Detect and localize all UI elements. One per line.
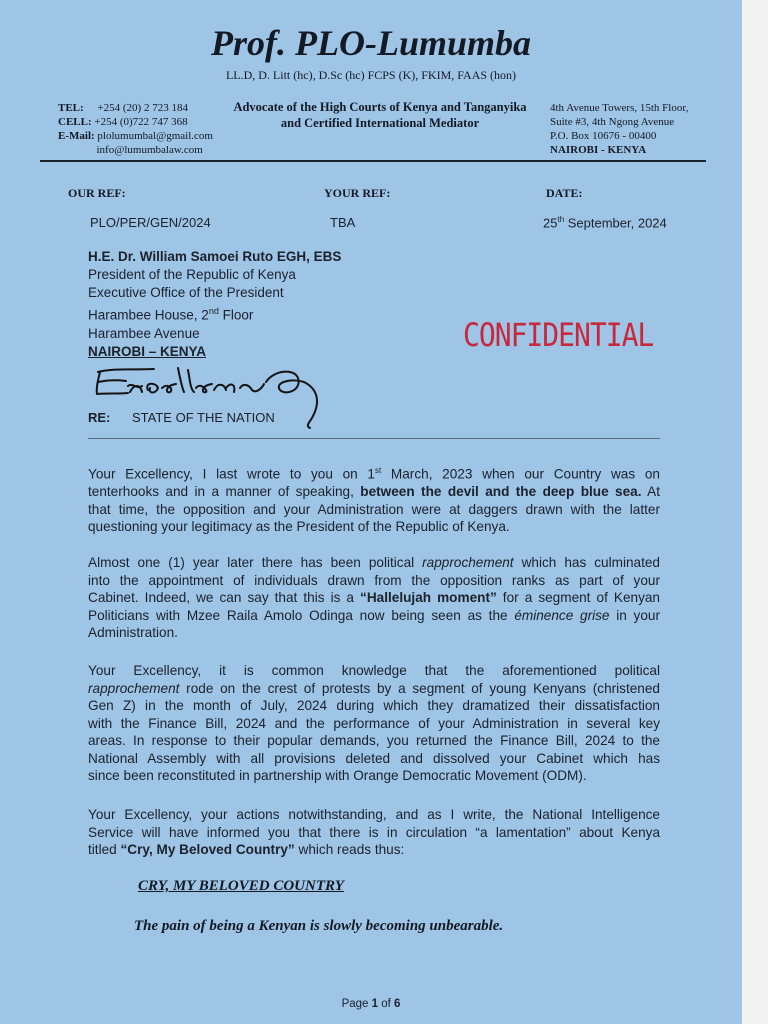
p2-line-4: [88, 607, 660, 625]
page-of: of: [378, 998, 395, 1010]
p1-l2a: tenterhooks and in a manner of speaking,: [88, 484, 361, 500]
p3-line-1: Your Excellency, it is common knowledge that the aforementioned political: [88, 663, 660, 678]
p1-line-1: [88, 462, 660, 483]
tel-label: TEL:: [58, 102, 84, 114]
addressee-title: President of the Republic of Kenya: [88, 267, 296, 282]
addressee-city: NAIROBI – KENYA: [88, 343, 207, 359]
date-rest: September, 2024: [564, 215, 667, 231]
address-line-2: Suite #3, 4th Ngong Avenue: [550, 116, 675, 128]
p1-line-2: [88, 483, 660, 501]
p2-l3b: for a segment of Kenyan: [496, 590, 660, 605]
p2-l1b: which has culminated: [513, 555, 660, 570]
date-day: 25: [543, 215, 558, 231]
tel-value: +254 (20) 2 723 184: [97, 102, 188, 114]
addressee-office: Executive Office of the President: [88, 285, 284, 300]
addressee-name: H.E. Dr. William Samoei Ruto EGH, EBS: [88, 249, 342, 264]
date-label: DATE:: [546, 186, 583, 200]
cell-label: CELL:: [58, 116, 92, 128]
addressee-building: [88, 302, 341, 325]
p2-l3a: Cabinet. Indeed, we can say that this is a: [88, 590, 361, 605]
p3-line-7: since been reconstituted in partnership with Orange Democratic Movement (ODM).: [88, 768, 587, 783]
p4-l3bold: “Cry, My Beloved Country”: [120, 842, 295, 857]
p4-line-2: Service will have informed you that there is in circulation “a lamentation” about Kenya: [88, 824, 660, 840]
letterhead-name: Prof. PLO-Lumumba: [211, 23, 531, 63]
subject-divider: [88, 438, 660, 439]
date-suffix: th: [557, 215, 565, 224]
p2-line-3: [88, 589, 660, 607]
our-ref-value: PLO/PER/GEN/2024: [90, 215, 211, 230]
your-ref-value: TBA: [330, 215, 356, 230]
letterhead-divider: [40, 160, 706, 162]
re-label: RE:: [88, 410, 111, 425]
re-subject: STATE OF THE NATION: [132, 410, 275, 425]
email-value-2: info@lumumbalaw.com: [96, 144, 203, 156]
advocate-line-1: Advocate of the High Courts of Kenya and Tanganyika: [233, 100, 527, 114]
p1-l2bold: between the devil and the deep blue sea.: [360, 484, 642, 500]
p2-l4b: in your: [609, 607, 660, 623]
p1-l2b: At: [641, 484, 660, 500]
addressee-building-b: Floor: [218, 307, 254, 323]
p2-l4it: éminence grise: [514, 607, 610, 623]
p1-l1b: March, 2023 when our Country was on: [381, 466, 660, 482]
addressee-building-sup: nd: [208, 306, 219, 316]
p3-line-4: with the Finance Bill, 2024 and the performance of your Administration in several key: [88, 715, 660, 731]
p1-l1sup: st: [374, 466, 382, 475]
p3-l2b: rode on the crest of protests by a segment of young Kenyans (christened: [179, 680, 660, 696]
p2-l1it: rapprochement: [422, 555, 514, 570]
p2-l1a: Almost one (1) year later there has been political: [88, 555, 423, 570]
p1-line-4: questioning your legitimacy as the President of the Republic of Kenya.: [88, 519, 510, 535]
p3-line-3: Gen Z) in the month of July, 2024 during which they dramatized their dissatisfaction: [88, 698, 660, 713]
email-label: E-Mail:: [58, 130, 95, 142]
page-prefix: Page: [341, 998, 372, 1010]
letterhead-qualifications: LL.D, D. Litt (hc), D.Sc (hc) FCPS (K), FKIM, FAAS (hon): [225, 68, 517, 82]
paragraph-1: [88, 462, 660, 536]
our-ref-label: OUR REF:: [68, 186, 126, 200]
paragraph-4: [88, 806, 660, 859]
page-number: [0, 998, 742, 1010]
advocate-title: [200, 99, 560, 131]
p2-l3bold: “Hallelujah moment”: [360, 590, 497, 605]
advocate-line-2: and Certified International Mediator: [280, 116, 480, 130]
addressee-block: [88, 248, 341, 361]
poem-line-1: The pain of being a Kenyan is slowly becoming unbearable.: [134, 918, 504, 934]
email-value: plolumumbal@gmail.com: [97, 130, 213, 142]
poem-title: CRY, MY BELOVED COUNTRY: [138, 878, 344, 894]
p2-line-2: into the appointment of individuals drawn from the opposition ranks as part of your: [88, 572, 660, 588]
p3-line-5: areas. In response to their popular demands, you returned the Finance Bill, 2024 to the: [88, 733, 660, 748]
p3-line-2: [88, 680, 660, 698]
cell-value: +254 (0)722 747 368: [94, 116, 188, 128]
address-line-1: 4th Avenue Towers, 15th Floor,: [550, 102, 689, 114]
page-total: 6: [394, 998, 401, 1010]
p4-line-3: [88, 841, 660, 859]
p4-l3a: titled: [88, 842, 121, 857]
p1-l1a: Your Excellency, I last wrote to you on 1: [88, 466, 375, 482]
p1-line-3: that time, the opposition and your Administration were at daggers drawn with the latter: [88, 501, 660, 517]
scan-margin: [742, 0, 768, 1024]
p4-l3b: which reads thus:: [294, 842, 405, 857]
address-line-3: P.O. Box 10676 - 00400: [550, 130, 657, 142]
p2-l4a: Politicians with Mzee Raila Amolo Odinga now being seen as the: [88, 607, 515, 623]
p2-line-1: [88, 554, 660, 572]
date-value: [543, 215, 667, 230]
paragraph-2: [88, 554, 660, 642]
p4-line-1: Your Excellency, your actions notwithstanding, and as I write, the National Intelligence: [88, 807, 660, 822]
address-line-4: NAIROBI - KENYA: [550, 144, 647, 156]
page-current: 1: [371, 998, 379, 1010]
p2-line-5: Administration.: [88, 625, 178, 640]
office-address: [550, 101, 688, 157]
your-ref-label: YOUR REF:: [324, 186, 391, 200]
addressee-building-a: Harambee House, 2: [88, 307, 209, 323]
letterhead-contact: [58, 101, 213, 157]
p3-l2it: rapprochement: [88, 680, 180, 696]
confidential-stamp: CONFIDENTIAL: [463, 316, 654, 354]
addressee-street: Harambee Avenue: [88, 325, 200, 341]
paragraph-3: [88, 662, 660, 785]
p3-line-6: National Assembly with all provisions deleted and dissolved your Cabinet which has: [88, 750, 660, 766]
